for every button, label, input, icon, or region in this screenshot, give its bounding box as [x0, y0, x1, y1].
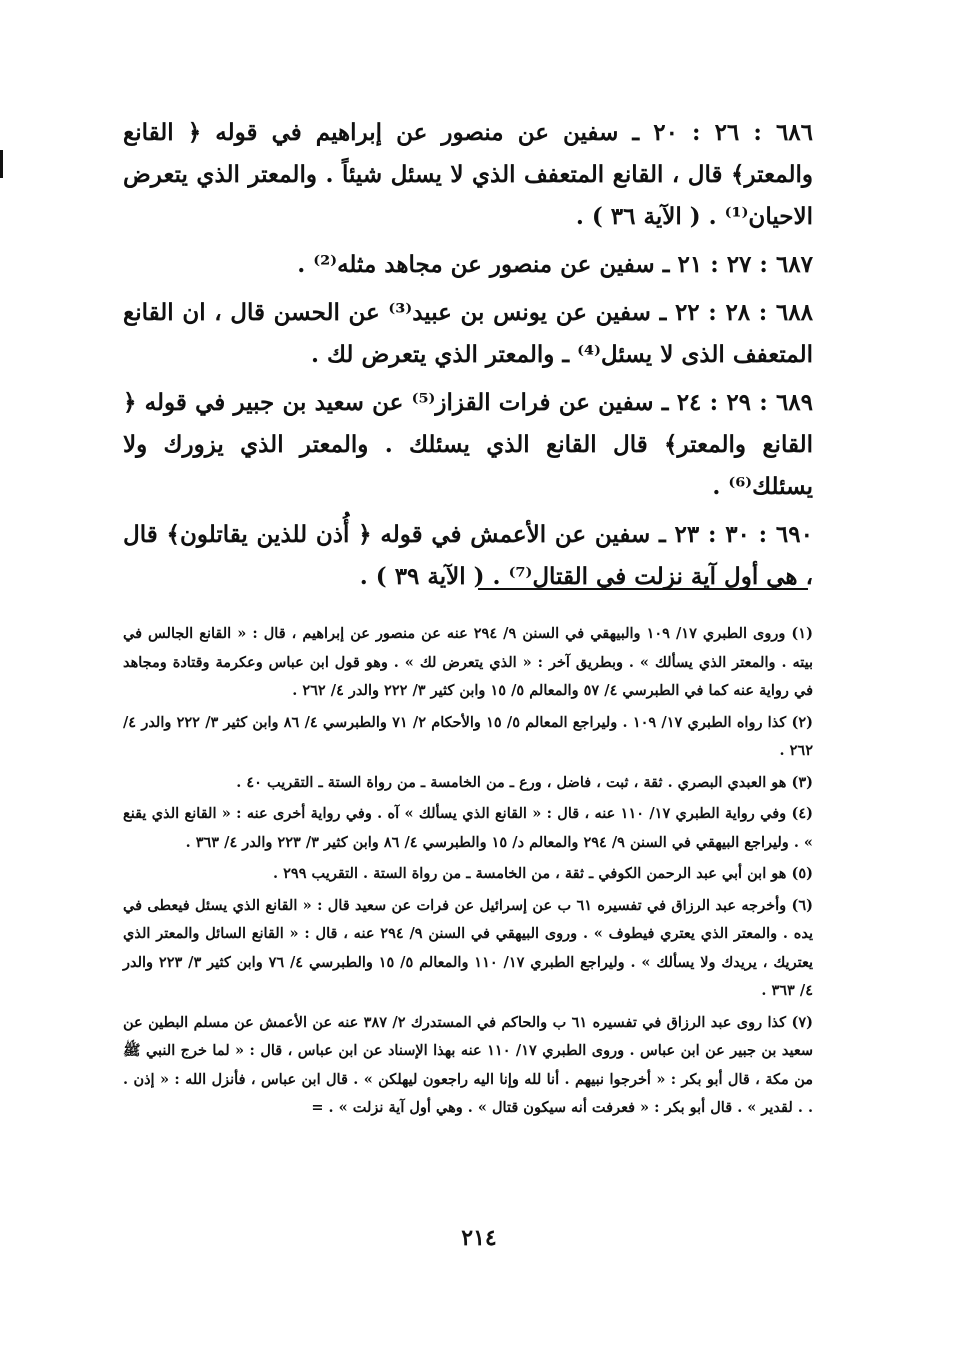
footnote-separator: [478, 588, 808, 590]
footnote-1: (١) وروى الطبري ١٧/ ١٠٩ والبيهقي في السنن ٩/ ٢٩٤ عنه عن منصور عن إبراهيم ، قال : « القانع الجالس في بيته . والمعتر الذي يسألك » . وبطريق آخر : « الذي يتعرض لك » . وهو قول ابن عباس وعكرمة وقتادة ومجاهد في رواية عنه كما في الطبرسي ٤/ ٥٧ والمعالم ٥/ ١٥ وابن كثير ٣/ ٢٢٢ والدر ٤/ ٢٦٢ .: [123, 625, 813, 699]
entry-687: ٦٨٧ : ٢٧ : ٢١ ـ سفين عن منصور عن مجاهد مثله⁽²⁾ .: [297, 251, 813, 278]
margin-mark: [0, 150, 3, 178]
footnotes-block: [123, 620, 813, 1126]
entry-689: ٦٨٩ : ٢٩ : ٢٤ ـ سفين عن فرات القزاز⁽⁵⁾ عن سعيد بن جبير في قوله ﴿ القانع والمعتر﴾ قال القانع الذي يسئلك . والمعتر الذي يزورك ولا يسئلك⁽⁶⁾ .: [123, 389, 814, 500]
entry-686: ٦٨٦ : ٢٦ : ٢٠ ـ سفين عن منصور عن إبراهيم في قوله ﴿ القانع والمعتر﴾ قال ، القانع المتعفف الذي لا يسئل شيئاً . والمعتر الذي يتعرض الاحيان⁽¹⁾ . ( الآية ٣٦ ) .: [123, 119, 813, 230]
footnote-2: (٢) كذا رواه الطبري ١٧/ ١٠٩ . وليراجع المعالم ٥/ ١٥ والأحكام ٢/ ٧١ والطبرسي ٤/ ٨٦ وابن كثير ٣/ ٢٢٢ والدر ٤/ ٢٦٢ .: [123, 713, 813, 759]
page-number: ٢١٤: [461, 1225, 497, 1251]
footnote-7: (٧) كذا روى عبد الرزاق في تفسيره ٦١ ب والحاكم في المستدرك ٢/ ٣٨٧ عنه عن الأعمش عن مسلم البطين عن سعيد بن جبير عن ابن عباس . وروى الطبري ١٧/ ١١٠ عنه بهذا الإسناد عن ابن عباس ، قال : « لما خرج النبي ﷺ من مكة ، قال أبو بكر : « أخرجوا نبيهم . أنا لله وإنا اليه راجعون ليهلكن » . قال ابن عباس ، فأنزل الله : « إذن . . . لقدير » . قال أبو بكر : « فعرفت أنه سيكون قتال » . وهي أول آية نزلت » . =: [123, 1013, 813, 1116]
main-text-block: [123, 112, 813, 604]
footnote-6: (٦) وأخرجه عبد الرزاق في تفسيره ٦١ ب عن إسرائيل عن فرات عن سعيد قال : « القانع الذي يسئل فيعطى في يده . والمعتر الذي يعتري فيطوف » . وروى البيهقي في السنن ٩/ ٢٩٤ عنه ، قال : « القانع السائل والمعتر الذي يعتريك ، يريدك ولا يسألك » . وليراجع الطبري ١٧/ ١١٠ والمعالم ٥/ ١٥ والطبرسي ٤/ ٧٦ وابن كثير ٣/ ٢٢٣ والدر ٤/ ٣٦٣ .: [123, 896, 813, 999]
entry-690: ٦٩٠ : ٣٠ : ٢٣ ـ سفين عن الأعمش في قوله ﴿ أُذن للذين يقاتلون﴾ قال ، هي أول آية نزلت في القتال⁽⁷⁾ . ( الآية ٣٩ ) .: [123, 521, 813, 590]
footnote-3: (٣) هو العبدي البصري . ثقة ، ثبت ، فاضل ، ورع ـ من الخامسة ـ من رواة الستة ـ التقريب ٤٠ .: [236, 773, 813, 791]
entry-688: ٦٨٨ : ٢٨ : ٢٢ ـ سفين عن يونس بن عبيد⁽³⁾ عن الحسن قال ، ان القانع المتعفف الذى لا يسئل⁽⁴⁾ ـ والمعتر الذي يتعرض لك .: [123, 299, 813, 368]
footnote-5: (٥) هو ابن أبي عبد الرحمن الكوفي ـ ثقة ، من الخامسة ـ من رواة الستة . التقريب ٢٩٩ .: [273, 865, 813, 882]
footnote-4: (٤) وفي رواية الطبري ١٧/ ١١٠ عنه ، قال : « القانع الذي يسألك » آه . وفي رواية أخرى عنه : « القانع الذي يقنع » . وليراجع البيهقي في السنن ٩/ ٢٩٤ والمعالم د/ ١٥ والطبرسي ٤/ ٨٦ وابن كثير ٣/ ٢٢٣ والدر ٤/ ٣٦٣ .: [123, 805, 813, 851]
